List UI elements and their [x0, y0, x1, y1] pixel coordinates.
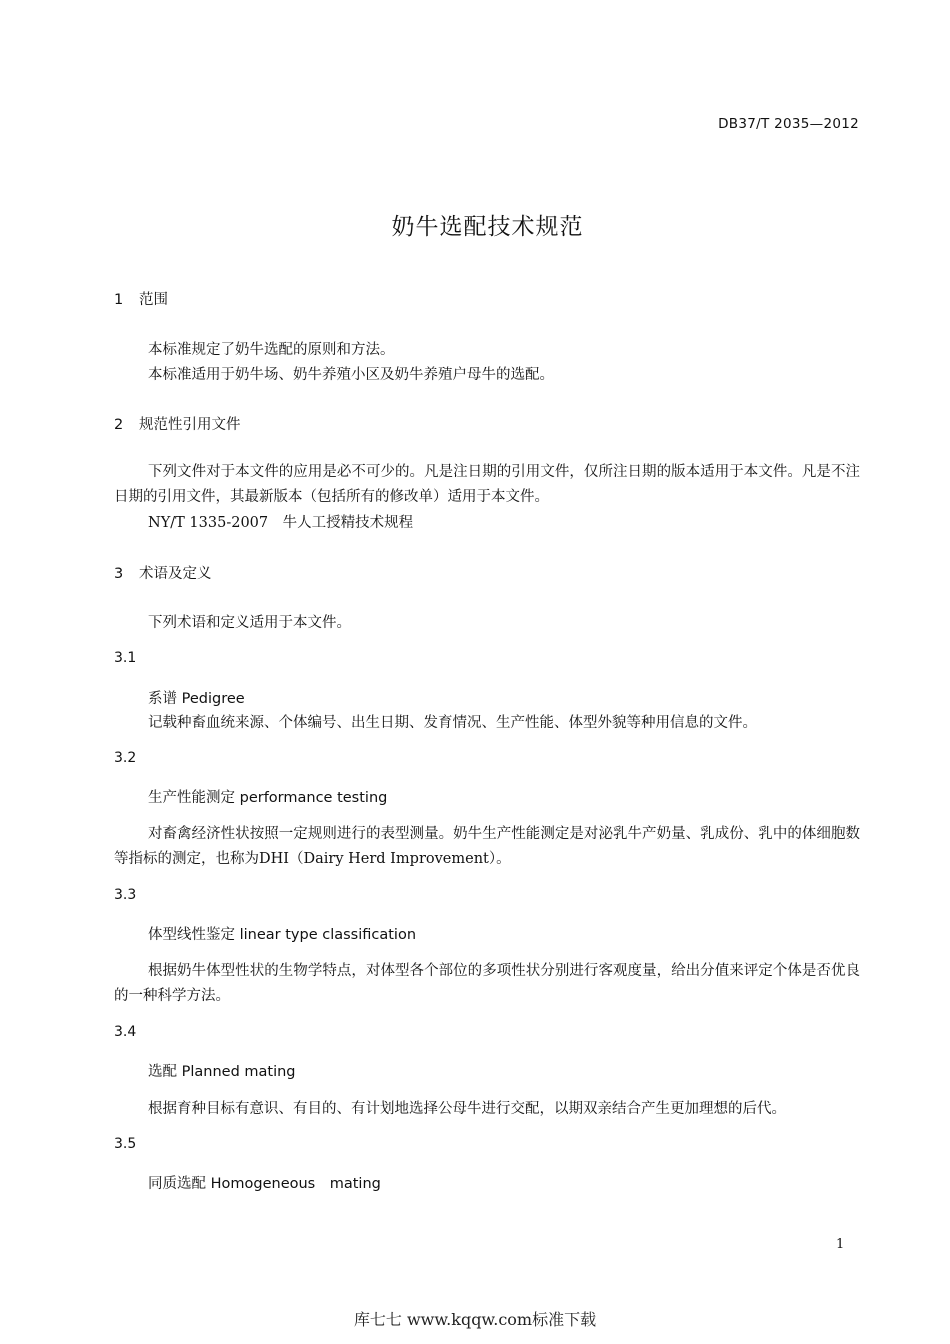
footer-source: 库七七 www.kqqw.com标准下载 — [353, 1310, 597, 1329]
term-title: 系谱 Pedigree — [148, 691, 245, 707]
standard-code: DB37/T 2035—2012 — [718, 116, 859, 132]
section-title: 范围 — [139, 292, 168, 308]
term-number: 3.1 — [114, 650, 137, 666]
normative-reference: NY/T 1335-2007 牛人工授精技术规程 — [148, 515, 414, 531]
term-number: 3.4 — [114, 1024, 137, 1040]
paragraph: 本标准适用于奶牛场、奶牛养殖小区及奶牛养殖户母牛的选配。 — [148, 367, 554, 383]
page-number: 1 — [836, 1237, 845, 1252]
term-definition: 根据奶牛体型性状的生物学特点，对体型各个部位的多项性状分别进行客观度量，给出分值来评定个体是否优良的一种科学方法。 — [114, 963, 860, 1004]
term-title: 生产性能测定 performance testing — [148, 790, 388, 806]
section-1-heading — [114, 288, 168, 309]
term-definition: 根据育种目标有意识、有目的、有计划地选择公母牛进行交配，以期双亲结合产生更加理想的后代。 — [148, 1101, 786, 1117]
term-definition: 记载种畜血统来源、个体编号、出生日期、发育情况、生产性能、体型外貌等种用信息的文件。 — [148, 715, 757, 731]
section-number: 3 — [114, 566, 124, 582]
term-number: 3.2 — [114, 750, 137, 766]
term-title: 同质选配 Homogeneous mating — [148, 1176, 381, 1192]
document-title: 奶牛选配技术规范 — [391, 214, 584, 240]
section-title: 规范性引用文件 — [139, 417, 241, 433]
term-title: 体型线性鉴定 linear type classification — [148, 927, 417, 943]
paragraph: 本标准规定了奶牛选配的原则和方法。 — [148, 342, 395, 358]
paragraph: 下列术语和定义适用于本文件。 — [148, 615, 351, 631]
term-definition: 对畜禽经济性状按照一定规则进行的表型测量。奶牛生产性能测定是对泌乳牛产奶量、乳成份、乳中的体细胞数等指标的测定，也称为DHI（Dairy Herd Improvement）。 — [114, 826, 860, 867]
term-title: 选配 Planned mating — [148, 1064, 296, 1080]
section-2-heading — [114, 413, 241, 434]
paragraph: 下列文件对于本文件的应用是必不可少的。凡是注日期的引用文件，仅所注日期的版本适用于本文件。凡是不注日期的引用文件，其最新版本（包括所有的修改单）适用于本文件。 — [114, 464, 860, 505]
section-number: 2 — [114, 417, 124, 433]
section-3-heading — [114, 562, 212, 583]
term-number: 3.3 — [114, 887, 137, 903]
section-number: 1 — [114, 292, 124, 308]
section-title: 术语及定义 — [139, 566, 212, 582]
term-number: 3.5 — [114, 1136, 137, 1152]
